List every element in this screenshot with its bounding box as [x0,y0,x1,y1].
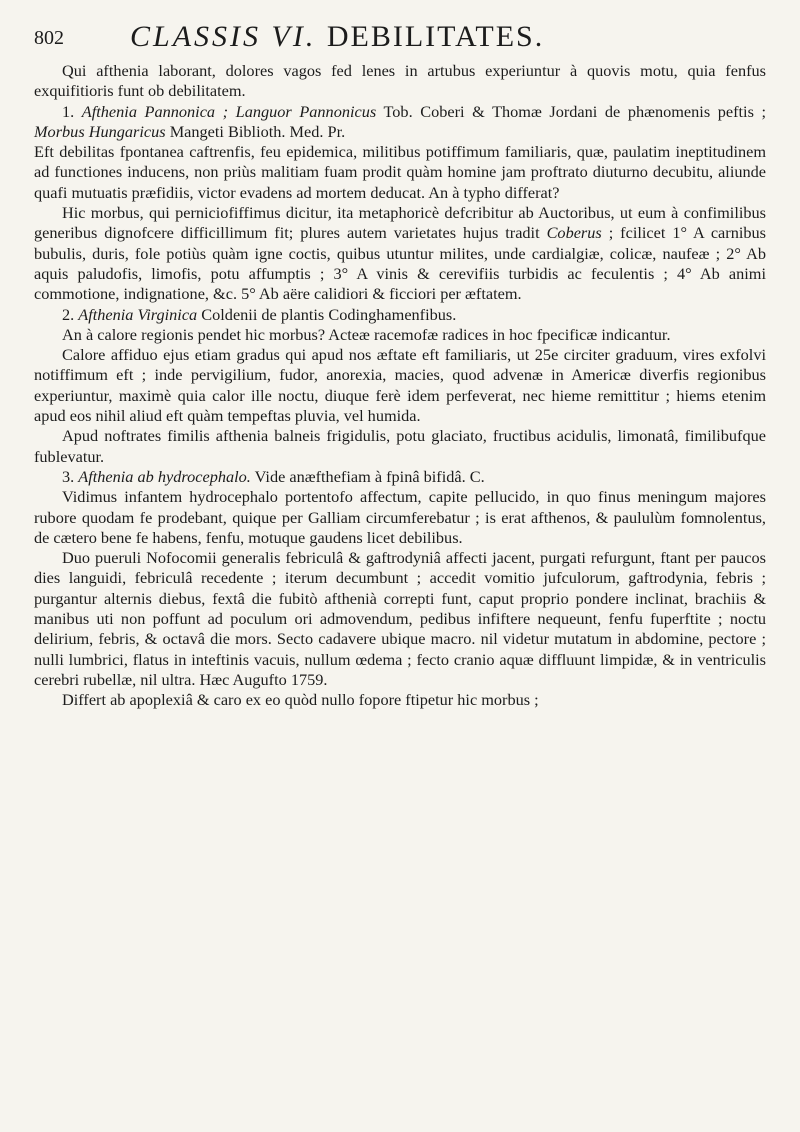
text-run: Tob. Coberi & Thomæ Jordani de phænomenis peftis ; [376,101,767,121]
paragraph [34,345,766,426]
paragraph [34,467,766,487]
running-title [130,20,544,54]
paragraph [34,548,766,690]
paragraph [34,690,766,710]
paragraph [34,305,766,325]
text-run: Qui afthenia laborant, dolores vagos fed lenes in artubus experiuntur à quovis motu, quia fenfus exquifitioris funt ob debilitatem. [34,61,766,101]
text-run: Apud noftrates fimilis afthenia balneis frigidulis, potu glaciato, fructibus acidulis, limonatâ, fimilibufque fublevatur. [34,426,766,466]
body-text [34,61,766,711]
text-run: ; fcilicet 1° A carnibus bubulis, duris, fole potiùs quàm igne coctis, quibus utuntur milites, unde cardialgiæ, colicæ, naufeæ ; 2° Ab aquis paludofis, limofis, potu affumptis ; 3° A vinis & cerevifiis turbidis ac feculentis ; 4° Ab animi commotione, indignatione, &c. 5° Ab aëre calidiori & ficciori per æftatem. [34,223,766,304]
italic-term: Afthenia Pannonica ; Languor Pannonicus [81,101,377,121]
paragraph [34,142,766,203]
text-run: Calore affiduo ejus etiam gradus qui apud nos æftate eft familiaris, ut 25e circiter graduum, vires exfolvi notiffimum eft ; inde pervigilium, fudor, anorexia, macies, quod advenæ in Americæ diverfis regionibus experiuntur, maximè quia calor ille noctu, diuque ferè idem perfeverat, nec hieme remittitur ; hiems etenim apud eos nihil aliud eft quàm tempeftas pluvia, vel humida. [34,345,766,426]
paragraph [34,426,766,467]
paragraph [34,487,766,548]
text-run: Hic morbus, qui perniciofiffimus dicitur, ita metaphoricè defcribitur ab Auctoribus, ut eum à confimilibus generibus dignofcere difficillimum fit; plures autem varietates hujus tradit [34,203,766,243]
text-run: An à calore regionis pendet hic morbus? Acteæ racemofæ radices in hoc fpecificæ indicantur. [62,324,671,344]
italic-term: Afthenia ab hydrocephalo. [78,466,251,486]
running-head [34,18,766,59]
text-run: Eft debilitas fpontanea caftrenfis, feu epidemica, militibus potiffimum familiaris, quæ, paulatim ineptitudinem ad functiones inducens, non priùs malitiam fuam prodit quàm homine jam proftrato diuturno decubitu, aliunde quafi mutuatis præfidiis, victor evadens ad mortem deducat. An à typho differat? [34,142,766,202]
italic-term: Morbus Hungaricus [34,121,166,141]
text-run: Coldenii de plantis Codinghamenfibus. [197,304,457,324]
italic-term: Afthenia Virginica [78,304,198,324]
text-run: Differt ab apoplexiâ & caro ex eo quòd nullo fopore ftipetur hic morbus ; [62,690,539,710]
class-label: CLASSIS VI. [130,20,317,53]
text-run: 3. [62,466,79,486]
text-run: Vide anæfthefiam à fpinâ bifidâ. C. [250,466,485,486]
text-run: Duo pueruli Nofocomii generalis febriculâ & gaftrodyniâ affecti jacent, purgati refurgunt, ftant per paucos dies languidi, febriculâ recedente ; iterum decumbunt ; accedit vomitio jufculorum, gaftrodynia, febris ; purgantur alternis diebus, fextâ die fubitò afthenià correpti funt, caput proprio pondere inclinat, brachiis & manibus uti non poffunt ad poculum ori admovendum, pedibus infiftere nequeunt, fenfu fuperftite ; noctu delirium, febris, & octavâ die mors. Secto cadavere ubique macro. nil videtur mutatum in abdomine, pectore ; nulli lumbrici, flatus in inteftinis vacuis, nullum œdema ; fecto cranio aquæ diffluunt limpidæ, & in ventriculis cerebri rubellæ, nil ultra. Hæc Augufto 1759. [34,548,766,689]
text-run: 1. [62,101,82,121]
paragraph [34,61,766,102]
page-number: 802 [34,27,64,49]
section-title: DEBILITATES. [326,20,545,53]
paragraph [34,102,766,143]
text-run: Vidimus infantem hydrocephalo portentofo affectum, capite pellucido, in quo finus meningum majores rubore quodam fe prodebant, quique per Galliam circumferebatur ; is erat afthenos, & paululùm fomnolentus, de cætero bene fe habens, fenfu, motuque gaudens licet debilibus. [34,487,766,547]
paragraph [34,325,766,345]
paragraph [34,203,766,304]
italic-term: Coberus [546,223,602,243]
text-run: 2. [62,304,79,324]
text-run: Mangeti Biblioth. Med. Pr. [165,121,346,141]
